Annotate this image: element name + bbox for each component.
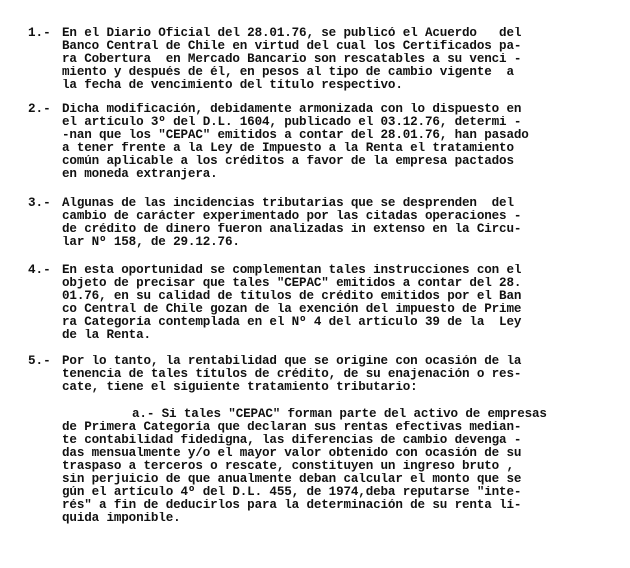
paragraph-line: Por lo tanto, la rentabilidad que se origine con ocasión de la bbox=[62, 355, 522, 368]
subparagraph-line: te contabilidad fidedigna, las diferencias de cambio devenga - bbox=[62, 434, 522, 447]
paragraph-line: -nan que los "CEPAC" emitidos a contar del 28.01.76, han pasado bbox=[62, 129, 529, 142]
paragraph-line: cambio de carácter experimentado por las citadas operaciones - bbox=[62, 210, 522, 223]
subparagraph-line: das mensualmente y/o el mayor valor obtenido con ocasión de su bbox=[62, 447, 522, 460]
paragraph-line: ra Cobertura en Mercado Bancario son rescatables a su venci - bbox=[62, 53, 522, 66]
subparagraph-first-line: a.- Si tales "CEPAC" forman parte del activo de empresas bbox=[132, 408, 547, 421]
subparagraph-line: traspaso a terceros o rescate, constituyen un ingreso bruto , bbox=[62, 460, 514, 473]
paragraph-line: Banco Central de Chile en virtud del cual los Certificados pa- bbox=[62, 40, 522, 53]
paragraph-line: de crédito de dinero fueron analizadas in extenso en la Circu- bbox=[62, 223, 522, 236]
paragraph-line: el artículo 3º del D.L. 1604, publicado el 03.12.76, determi - bbox=[62, 116, 522, 129]
paragraph-line: ra Categoría contemplada en el Nº 4 del artículo 39 de la Ley bbox=[62, 316, 522, 329]
paragraph-line: tenencia de tales títulos de crédito, de su enajenación o res- bbox=[62, 368, 522, 381]
paragraph-line: lar Nº 158, de 29.12.76. bbox=[62, 236, 240, 249]
paragraph-line: en moneda extranjera. bbox=[62, 168, 218, 181]
subparagraph-line: gún el artículo 4º del D.L. 455, de 1974,deba reputarse "inte- bbox=[62, 486, 522, 499]
paragraph-line: En esta oportunidad se complementan tales instrucciones con el bbox=[62, 264, 522, 277]
paragraph-number: 4.- bbox=[28, 263, 51, 277]
subparagraph-line: rés" a fin de deducirlos para la determinación de su renta lí- bbox=[62, 499, 522, 512]
paragraph-line: Algunas de las incidencias tributarias que se desprenden del bbox=[62, 197, 514, 210]
paragraph-number: 3.- bbox=[28, 196, 51, 210]
paragraph-line: 01.76, en su calidad de títulos de crédito emitidos por el Ban bbox=[62, 290, 522, 303]
paragraph-line: común aplicable a los créditos a favor de la empresa pactados bbox=[62, 155, 514, 168]
paragraph-line: objeto de precisar que tales "CEPAC" emitidos a contar del 28. bbox=[62, 277, 522, 290]
paragraph-number: 2.- bbox=[28, 102, 51, 116]
paragraph-line: miento y después de él, en pesos al tipo de cambio vigente a bbox=[62, 66, 514, 79]
subparagraph-line: de Primera Categoría que declaran sus rentas efectivas median- bbox=[62, 421, 522, 434]
paragraph-line: a tener frente a la Ley de Impuesto a la Renta el tratamiento bbox=[62, 142, 514, 155]
paragraph-line: la fecha de vencimiento del título respectivo. bbox=[62, 79, 403, 92]
paragraph-line: de la Renta. bbox=[62, 329, 151, 342]
paragraph-number: 1.- bbox=[28, 26, 51, 40]
subparagraph-line: quida imponible. bbox=[62, 512, 181, 525]
paragraph-line: co Central de Chile gozan de la exención del impuesto de Prime bbox=[62, 303, 522, 316]
paragraph-line: cate, tiene el siguiente tratamiento tributario: bbox=[62, 381, 418, 394]
subparagraph-line: sin perjuicio de que anualmente deban calcular el monto que se bbox=[62, 473, 522, 486]
paragraph-line: Dicha modificación, debidamente armonizada con lo dispuesto en bbox=[62, 103, 522, 116]
paragraph-line: En el Diario Oficial del 28.01.76, se publicó el Acuerdo del bbox=[62, 27, 522, 40]
paragraph-number: 5.- bbox=[28, 354, 51, 368]
